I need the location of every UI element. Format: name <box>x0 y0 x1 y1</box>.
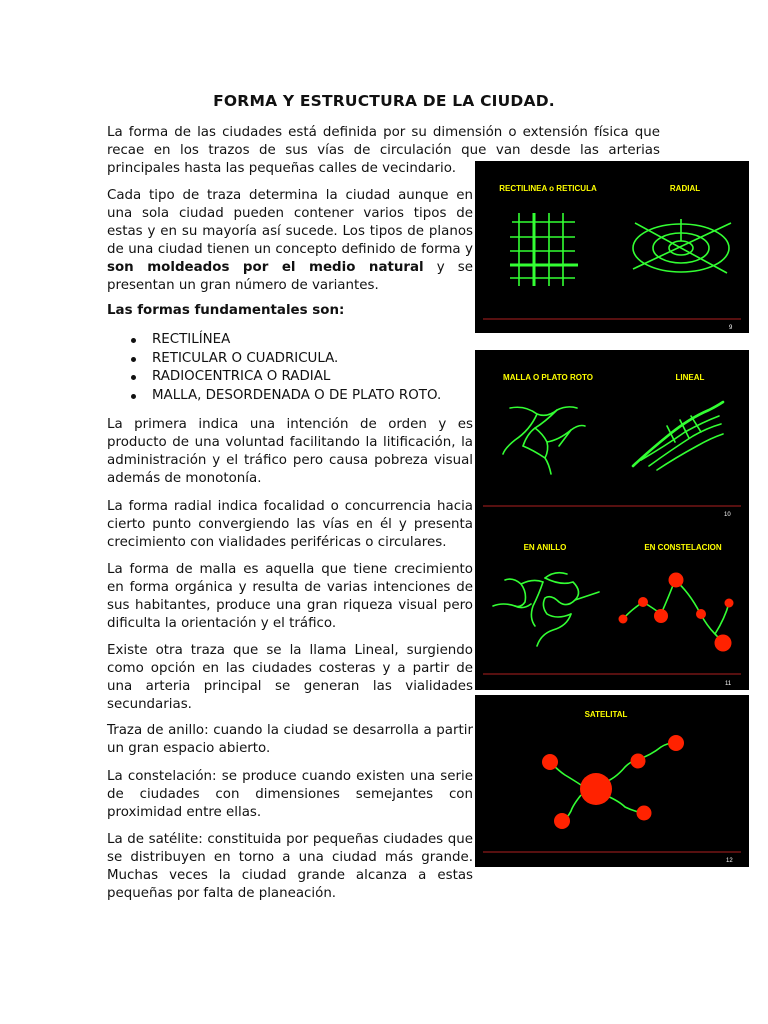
broken-plate-street-diagram <box>503 407 585 474</box>
ring-street-diagram <box>493 573 599 646</box>
slide-label-malla: MALLA O PLATO ROTO <box>503 373 593 382</box>
intro-paragraph: La forma de las ciudades está definida por su dimensión o extensión física que recae en los trazos de sus vías de circulación que van desde las arterias principales hasta las pequeñas calles de vecindario. <box>107 125 660 176</box>
slide-label-anillo: EN ANILLO <box>523 543 567 552</box>
slide-page-number: 12 <box>726 858 733 864</box>
malla-paragraph: La forma de malla es aquella que tiene crecimiento en forma orgánica y resulta de varias intenciones de sus habitantes, produce una gran riqueza visual pero dificulta la orientación y el tráfico. <box>107 562 473 631</box>
slide-page-number: 10 <box>724 512 731 518</box>
radial-paragraph: La forma radial indica focalidad o concurrencia hacia cierto punto convergiendo las vías en él y presenta crecimiento con vialidades periféricas o circulares. <box>107 499 473 550</box>
constelacion-paragraph: La constelación: se produce cuando existen una serie de ciudades con dimensiones semejantes con proximidad entre ellas. <box>107 769 473 820</box>
slide-label-satelital: SATELITAL <box>584 710 628 719</box>
list-item: RECTILÍNEA <box>152 331 512 350</box>
slide-page-number: 9 <box>729 325 733 331</box>
traza-bold-text: son moldeados por el medio natural <box>107 260 424 275</box>
grid-street-diagram <box>510 213 578 286</box>
slide-label-constelacion: EN CONSTELACION <box>644 543 722 552</box>
slide-label-reticula: RECTILINEA o RETICULA <box>499 184 597 193</box>
list-item: MALLA, DESORDENADA O DE PLATO ROTO. <box>152 387 512 406</box>
slide-rectilinea-radial <box>475 161 749 333</box>
constellation-diagram <box>619 573 734 652</box>
radial-street-diagram <box>633 219 731 273</box>
list-item: RETICULAR O CUADRICULA. <box>152 350 512 369</box>
list-item: RADIOCENTRICA O RADIAL <box>152 368 512 387</box>
document-title: FORMA Y ESTRUCTURA DE LA CIUDAD. <box>213 92 555 110</box>
slide-satelital <box>475 695 749 867</box>
linear-street-diagram <box>633 402 723 470</box>
slide-label-radial: RADIAL <box>669 184 701 193</box>
slide-anillo-constelacion <box>475 522 749 690</box>
slide-page-number: 11 <box>725 681 732 687</box>
primera-paragraph: La primera indica una intención de orden y es producto de una voluntad facilitando la litificación, la administración y el tráfico pero causa pobreza visual además de monotonía. <box>107 417 473 486</box>
slide-malla-lineal <box>475 350 749 522</box>
traza-text-2: y se presentan un gran número de variantes. <box>107 260 474 293</box>
anillo-paragraph: Traza de anillo: cuando la ciudad se desarrolla a partir un gran espacio abierto. <box>107 723 473 756</box>
satelite-paragraph: La de satélite: constituida por pequeñas ciudades que se distribuyen en torno a una ciudad más grande. Muchas veces la ciudad grande alcanza a estas pequeñas por falta de planeación. <box>107 832 473 901</box>
satellite-diagram <box>542 735 684 829</box>
traza-paragraph <box>107 187 473 295</box>
traza-text-1: Cada tipo de traza determina la ciudad aunque en una sola ciudad pueden contener varios tipos de estas y en su mayoría así sucede. Los tipos de planos de una ciudad tienen un concepto definido de forma y <box>107 188 473 257</box>
slide-label-lineal: LINEAL <box>675 373 705 382</box>
lineal-paragraph: Existe otra traza que se la llama Lineal, surgiendo como opción en las ciudades costeras y a partir de una arteria principal se generan las vialidades secundarias. <box>107 643 473 712</box>
forms-heading: Las formas fundamentales son: <box>107 303 345 318</box>
forms-list <box>107 331 512 405</box>
